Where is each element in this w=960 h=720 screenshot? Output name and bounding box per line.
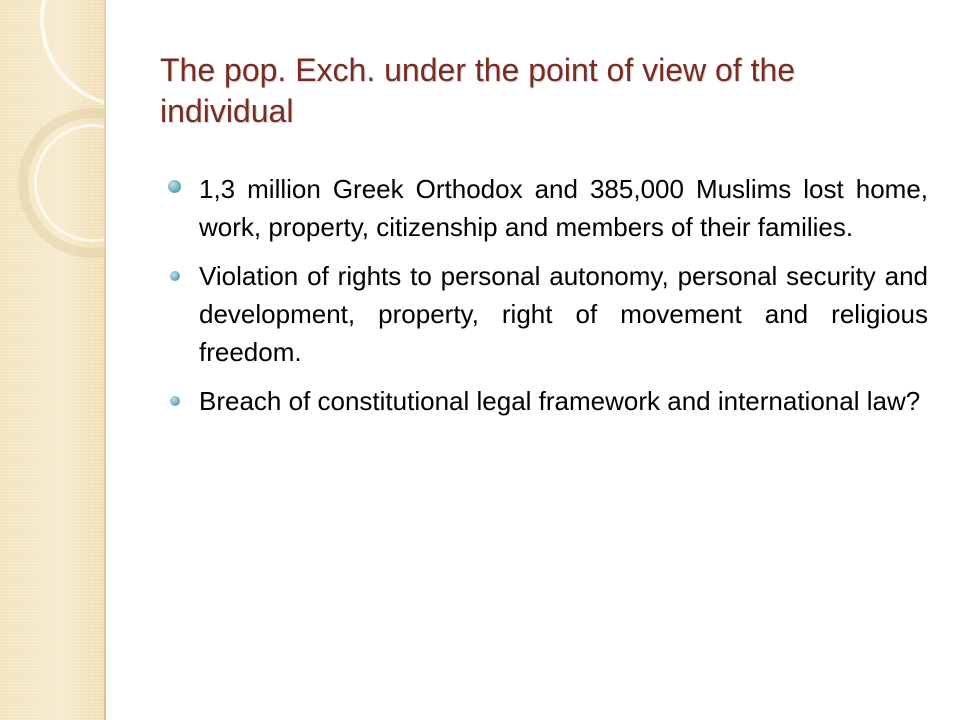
slide-title: The pop. Exch. under the point of view of the individual xyxy=(160,52,796,129)
decorative-ring-icon xyxy=(18,108,105,258)
bullet-text: 1,3 million Greek Orthodox and 385,000 Muslims lost home, work, property, citizenship and members of their families. xyxy=(199,174,928,242)
bullet-list xyxy=(168,170,928,431)
bullet-text: Violation of rights to personal autonomy, personal security and development, property, right of movement and religious freedom. xyxy=(199,261,928,367)
decorative-ring-icon xyxy=(34,124,105,242)
bullet-item xyxy=(168,257,928,371)
bullet-item xyxy=(168,170,928,246)
bullet-dot-icon xyxy=(170,271,180,281)
bullet-dot-icon xyxy=(170,396,180,406)
sidebar-divider xyxy=(104,0,106,720)
decorative-ring-icon xyxy=(40,0,105,108)
bullet-text: Breach of constitutional legal framework and international law? xyxy=(199,386,921,416)
bullet-item xyxy=(168,382,928,420)
bullet-dot-icon xyxy=(168,180,181,193)
decorative-sidebar xyxy=(0,0,105,720)
